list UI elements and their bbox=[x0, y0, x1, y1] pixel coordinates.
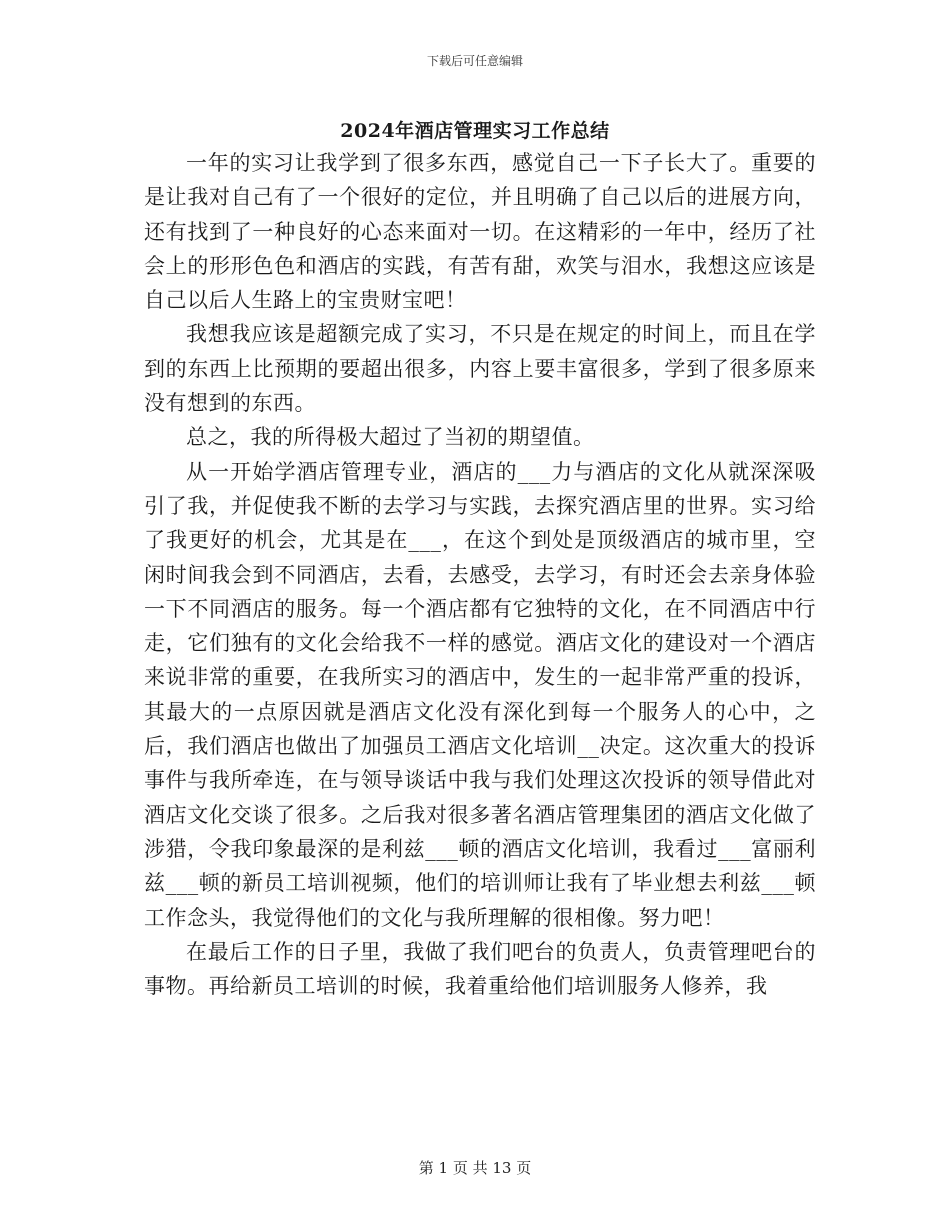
paragraph-2: 我想我应该是超额完成了实习，不只是在规定的时间上，而且在学到的东西上比预期的要超出很多，内容上要丰富很多，学到了很多原来没有想到的东西。 bbox=[144, 322, 816, 416]
page-footer-page-number: 第 1 页 共 13 页 bbox=[418, 1159, 532, 1177]
paragraph-3: 总之，我的所得极大超过了当初的期望值。 bbox=[186, 425, 595, 450]
page-header-note: 下载后可任意编辑 bbox=[426, 54, 523, 68]
paragraph-5: 在最后工作的日子里，我做了我们吧台的负责人，负责管理吧台的事物。再给新员工培训的时候，我着重给他们培训服务人修养，我 bbox=[144, 939, 816, 999]
document-body bbox=[144, 146, 816, 1003]
document-title: 2024年酒店管理实习工作总结 bbox=[340, 120, 610, 142]
paragraph-4: 从一开始学酒店管理专业，酒店的___力与酒店的文化从就深深吸引了我，并促使我不断的去学习与实践，去探究酒店里的世界。实习给了我更好的机会，尤其是在___，在这个到处是顶级酒店的城市里，空闲时间我会到不同酒店，去看，去感受，去学习，有时还会去亲身体验一下不同酒店的服务。每一个酒店都有它独特的文化，在不同酒店中行走，它们独有的文化会给我不一样的感觉。酒店文化的建设对一个酒店来说非常的重要，在我所实习的酒店中，发生的一起非常严重的投诉，其最大的一点原因就是酒店文化没有深化到每一个服务人的心中，之后，我们酒店也做出了加强员工酒店文化培训__决定。这次重大的投诉事件与我所牵连，在与领导谈话中我与我们处理这次投诉的领导借此对酒店文化交谈了很多。之后我对很多著名酒店管理集团的酒店文化做了涉猎，令我印象最深的是利兹___顿的酒店文化培训，我看过___富丽利兹___顿的新员工培训视频，他们的培训师让我有了毕业想去利兹___顿工作念头，我觉得他们的文化与我所理解的很相像。努力吧！ bbox=[144, 459, 816, 930]
paragraph-1: 一年的实习让我学到了很多东西，感觉自己一下子长大了。重要的是让我对自己有了一个很好的定位，并且明确了自己以后的进展方向，还有找到了一种良好的心态来面对一切。在这精彩的一年中，经历了社会上的形形色色和酒店的实践，有苦有甜，欢笑与泪水，我想这应该是自己以后人生路上的宝贵财宝吧！ bbox=[144, 151, 816, 313]
